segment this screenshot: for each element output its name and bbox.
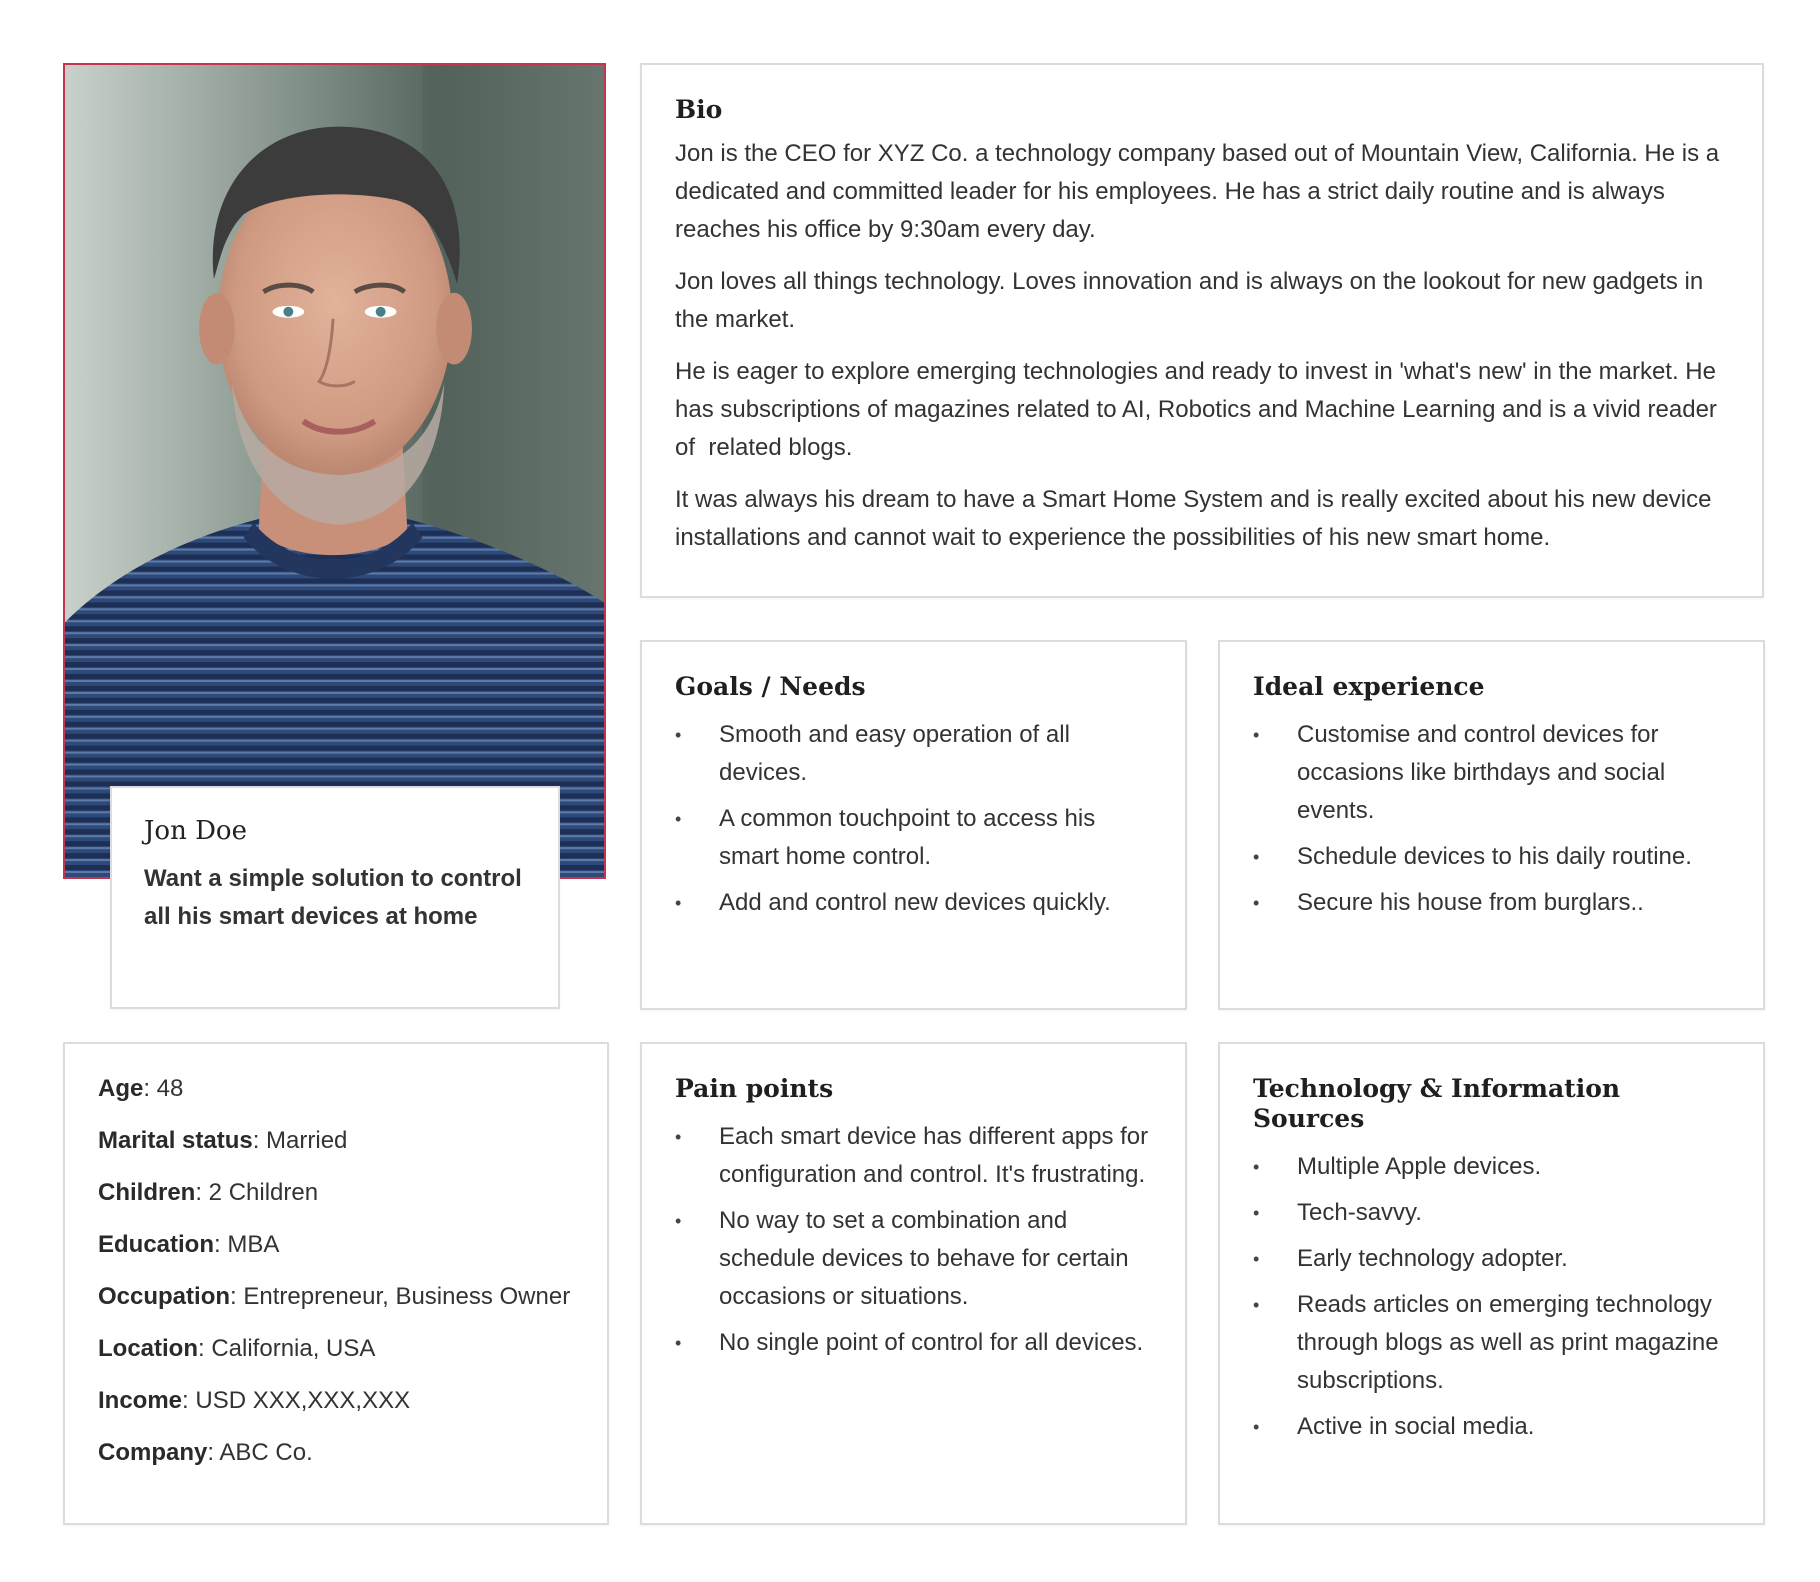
- demographic-children: [98, 1174, 574, 1212]
- demographic-occupation: [98, 1278, 574, 1316]
- persona-quote: Want a simple solution to control all his smart devices at home: [144, 865, 522, 930]
- bio-card: [640, 63, 1764, 598]
- list-item: [675, 884, 1152, 922]
- bullet-icon: •: [1253, 1417, 1260, 1437]
- list-item-text: Tech-savvy.: [1297, 1199, 1422, 1226]
- list-item-text: No way to set a combination and schedule devices to behave for certain occasions or situations.: [719, 1207, 1129, 1310]
- list-item-text: Customise and control devices for occasions like birthdays and social events.: [1297, 721, 1666, 824]
- list-item: [1253, 1286, 1730, 1400]
- bio-paragraph: It was always his dream to have a Smart Home System and is really excited about his new device installations and cannot wait to experience the possibilities of his new smart home.: [675, 486, 1712, 551]
- persona-name-card: [110, 786, 560, 1009]
- pain-points-list: [675, 1118, 1152, 1362]
- demographic-income: [98, 1382, 574, 1420]
- goals-card: [640, 640, 1187, 1010]
- ideal-experience-card: [1218, 640, 1765, 1010]
- bullet-icon: •: [675, 809, 682, 829]
- demographic-label: Location: [98, 1335, 198, 1362]
- bio-heading: Bio: [675, 95, 723, 124]
- list-item: [1253, 884, 1730, 922]
- demographic-label: Children: [98, 1179, 196, 1206]
- list-item: [1253, 1240, 1730, 1278]
- demographic-marital-status: [98, 1122, 574, 1160]
- technology-sources-heading: Technology & Information Sources: [1253, 1074, 1621, 1133]
- technology-sources-card: [1218, 1042, 1765, 1525]
- persona-name: Jon Doe: [144, 816, 247, 846]
- bullet-icon: •: [1253, 1203, 1260, 1223]
- list-item-text: Smooth and easy operation of all devices.: [719, 721, 1070, 786]
- persona-portrait-image: [65, 65, 604, 877]
- technology-sources-list: [1253, 1148, 1730, 1446]
- demographic-location: [98, 1330, 574, 1368]
- list-item: [675, 1324, 1152, 1362]
- demographic-label: Education: [98, 1231, 215, 1258]
- demographic-age: [98, 1070, 574, 1108]
- list-item: [1253, 1148, 1730, 1186]
- bullet-icon: •: [1253, 1157, 1260, 1177]
- demographic-value: : MBA: [214, 1231, 280, 1258]
- pain-points-heading: Pain points: [675, 1074, 834, 1103]
- bullet-icon: •: [1253, 725, 1260, 745]
- list-item: [675, 1118, 1152, 1194]
- goals-list: [675, 716, 1152, 922]
- list-item-text: A common touchpoint to access his smart home control.: [719, 805, 1096, 870]
- bullet-icon: •: [675, 1127, 682, 1147]
- list-item-text: Multiple Apple devices.: [1297, 1153, 1542, 1180]
- bullet-icon: •: [1253, 1295, 1260, 1315]
- list-item: [675, 800, 1152, 876]
- list-item-text: Schedule devices to his daily routine.: [1297, 843, 1692, 870]
- bio-paragraph: Jon loves all things technology. Loves innovation and is always on the lookout for new gadgets in the market.: [675, 268, 1704, 333]
- list-item: [1253, 838, 1730, 876]
- goals-heading: Goals / Needs: [675, 672, 866, 701]
- list-item: [1253, 716, 1730, 830]
- pain-points-card: [640, 1042, 1187, 1525]
- list-item: [675, 1202, 1152, 1316]
- demographic-value: : USD XXX,XXX,XXX: [182, 1387, 411, 1414]
- list-item-text: Reads articles on emerging technology through blogs as well as print magazine subscriptions.: [1297, 1291, 1719, 1394]
- bullet-icon: •: [1253, 847, 1260, 867]
- demographic-education: [98, 1226, 574, 1264]
- demographic-label: Age: [98, 1075, 144, 1102]
- bullet-icon: •: [675, 893, 682, 913]
- list-item-text: Early technology adopter.: [1297, 1245, 1568, 1272]
- bullet-icon: •: [1253, 1249, 1260, 1269]
- list-item-text: Secure his house from burglars..: [1297, 889, 1644, 916]
- bullet-icon: •: [675, 725, 682, 745]
- demographic-label: Occupation: [98, 1283, 231, 1310]
- demographic-company: [98, 1434, 574, 1472]
- list-item-text: No single point of control for all devices.: [719, 1329, 1144, 1356]
- demographic-value: : Married: [252, 1127, 348, 1154]
- demographic-value: : 2 Children: [195, 1179, 319, 1206]
- demographic-value: : 48: [143, 1075, 184, 1102]
- list-item: [1253, 1408, 1730, 1446]
- ideal-experience-list: [1253, 716, 1730, 922]
- list-item-text: Add and control new devices quickly.: [719, 889, 1111, 916]
- demographic-label: Marital status: [98, 1127, 253, 1154]
- list-item-text: Each smart device has different apps for configuration and control. It's frustrating.: [719, 1123, 1149, 1188]
- demographic-value: : California, USA: [198, 1335, 376, 1362]
- demographic-value: : Entrepreneur, Business Owner: [230, 1283, 571, 1310]
- demographics-card: [63, 1042, 609, 1525]
- demographic-label: Company: [98, 1439, 208, 1466]
- bio-paragraph: Jon is the CEO for XYZ Co. a technology company based out of Mountain View, California. He is a dedicated and committed leader for his employees. He has a strict daily routine and is always reaches his office by 9:30am every day.: [675, 140, 1720, 243]
- demographic-label: Income: [98, 1387, 183, 1414]
- bio-paragraph: He is eager to explore emerging technologies and ready to invest in 'what's new' in the market. He has subscriptions of magazines related to AI, Robotics and Machine Learning and is a vivid reader of related blogs.: [675, 358, 1724, 461]
- list-item: [1253, 1194, 1730, 1232]
- list-item-text: Active in social media.: [1297, 1413, 1535, 1440]
- bullet-icon: •: [675, 1211, 682, 1231]
- demographic-value: : ABC Co.: [207, 1439, 313, 1466]
- bullet-icon: •: [675, 1333, 682, 1353]
- bullet-icon: •: [1253, 893, 1260, 913]
- list-item: [675, 716, 1152, 792]
- ideal-experience-heading: Ideal experience: [1253, 672, 1485, 701]
- persona-photo: [63, 63, 606, 879]
